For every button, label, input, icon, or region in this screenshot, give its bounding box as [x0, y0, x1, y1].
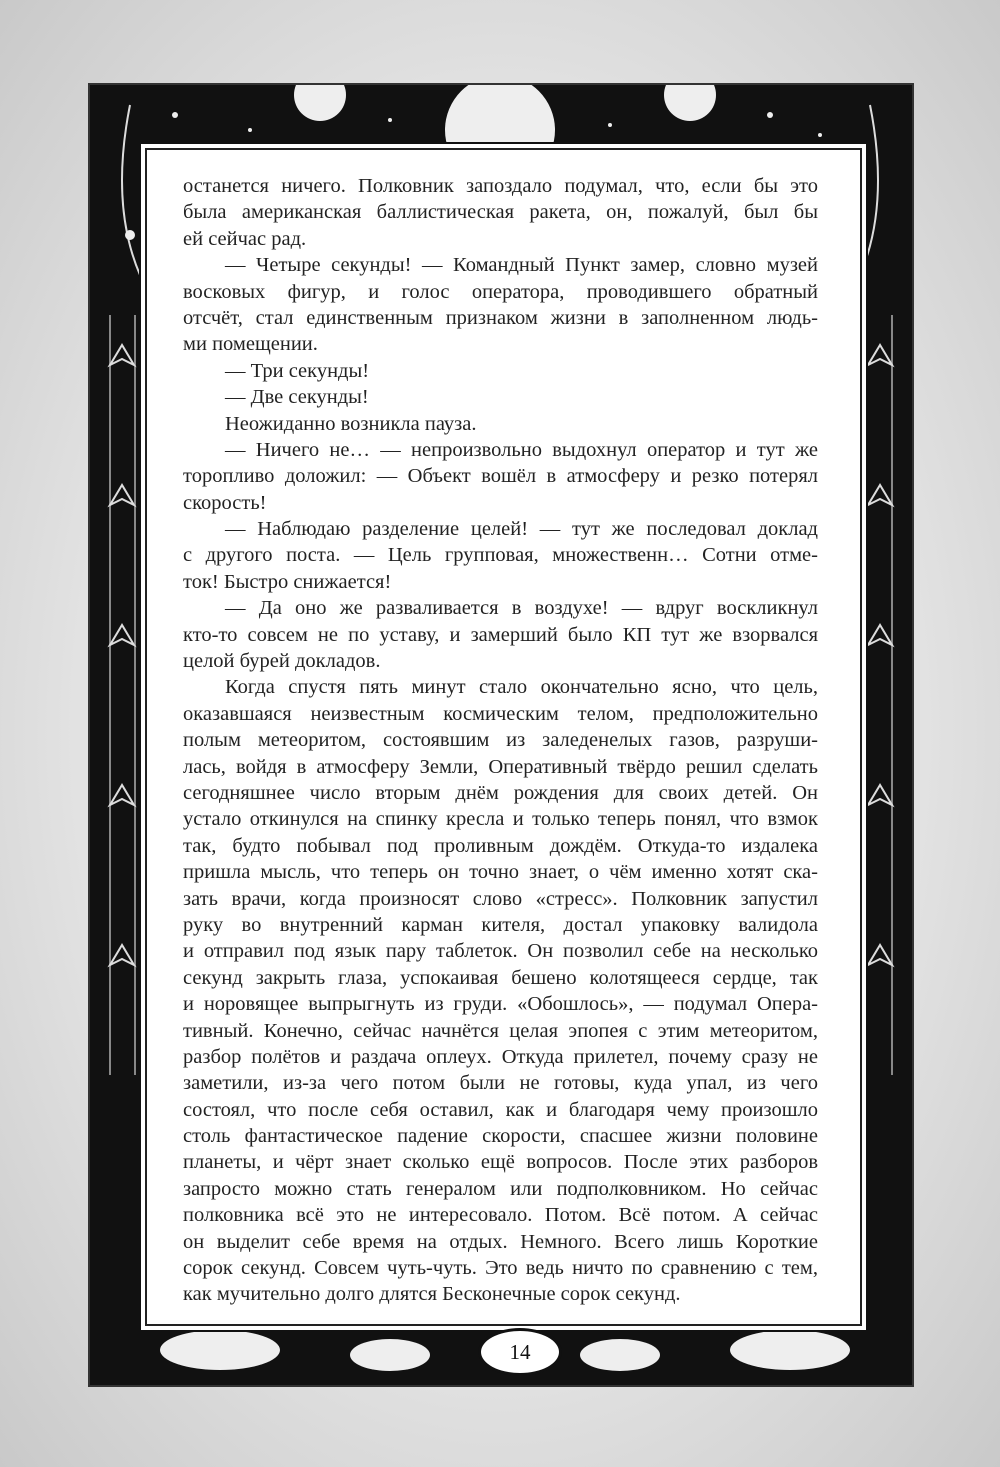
text-line: разбор полётов и раздача оплеух. Откуда прилетел, почему сразу не — [183, 1045, 818, 1068]
text-line: пришла мысль, что теперь он точно знает, о чём именно хотят ска- — [183, 861, 818, 884]
text-line: руку во внутренний карман кителя, достал упаковку валидола — [183, 913, 818, 936]
text-line: оказавшаяся неизвестным космическим телом, предположительно — [183, 702, 818, 725]
text-line: — Наблюдаю разделение целей! — тут же последовал доклад — [225, 518, 818, 541]
text-line: заметили, из-за чего потом были не готовы, куда упал, из чего — [183, 1072, 818, 1095]
paragraph — [183, 411, 818, 437]
paragraph — [183, 516, 818, 595]
text-line: торопливо доложил: — Объект вошёл в атмосферу и резко потерял — [183, 465, 818, 488]
text-line: отсчёт, стал единственным признаком жизни в заполненном людь- — [183, 306, 818, 329]
text-line: сорок секунд. Совсем чуть-чуть. Это ведь ничто по сравнению с тем, — [183, 1257, 818, 1280]
text-line: планеты, и чёрт знает сколько ещё вопросов. После этих разборов — [183, 1151, 818, 1174]
text-line: зать врачи, когда произносят слово «стресс». Полковник запустил — [183, 887, 818, 910]
text-line: целой бурей докладов. — [183, 650, 381, 673]
text-line: и норовящее выпрыгнуть из груди. «Обошлось», — подумал Опера- — [183, 993, 818, 1016]
text-line: — Три секунды! — [225, 359, 370, 382]
text-line: восковых фигур, и голос оператора, проводившего обратный — [183, 280, 818, 303]
body-text — [183, 173, 818, 1308]
text-line: как мучительно долго длятся Бесконечные сорок секунд. — [183, 1283, 681, 1306]
paragraph — [183, 173, 818, 252]
text-line: столь фантастическое падение скорости, спасшее жизни половине — [183, 1125, 818, 1148]
text-line: кто-то совсем не по уставу, и замерший было КП тут же взорвался — [183, 623, 818, 646]
text-line: полковника всё это не интересовало. Потом. Всё потом. А сейчас — [183, 1204, 818, 1227]
text-line: Неожиданно возникла пауза. — [225, 412, 477, 435]
text-line: запросто можно стать генералом или подполковником. Но сейчас — [183, 1177, 818, 1200]
paragraph — [183, 252, 818, 358]
text-line: ток! Быстро снижается! — [183, 570, 392, 593]
text-line: ми помещении. — [183, 333, 318, 356]
page-number: 14 — [478, 1328, 562, 1376]
text-line: была американская баллистическая ракета, он, пожалуй, был бы — [183, 201, 818, 224]
text-line: он выделит себе время на отдых. Немного. Всего лишь Короткие — [183, 1230, 818, 1253]
paragraph — [183, 437, 818, 516]
text-line: скорость! — [183, 491, 267, 514]
paragraph — [183, 384, 818, 410]
text-line: — Четыре секунды! — Командный Пункт замер, словно музей — [225, 254, 818, 277]
text-line: — Ничего не… — непроизвольно выдохнул оператор и тут же — [225, 438, 818, 461]
text-line: лась, войдя в атмосферу Земли, Оперативный твёрдо решил сделать — [183, 755, 818, 778]
text-line: и отправил под язык пару таблеток. Он позволил себе на несколько — [183, 940, 818, 963]
text-line: так, будто побывал под проливным дождём. Откуда-то издалека — [183, 834, 818, 857]
paragraph — [183, 595, 818, 674]
text-line: — Да оно же разваливается в воздухе! — вдруг воскликнул — [225, 597, 818, 620]
text-line: полым метеоритом, состоявшим из заледенелых газов, разруши- — [183, 729, 818, 752]
text-line: ей сейчас рад. — [183, 227, 307, 250]
text-line: Когда спустя пять минут стало окончательно ясно, что цель, — [225, 676, 818, 699]
text-line: тивный. Конечно, сейчас начнётся целая эпопея с этим метеоритом, — [183, 1019, 818, 1042]
text-line: останется ничего. Полковник запоздало подумал, что, если бы это — [183, 175, 818, 197]
text-line: — Две секунды! — [225, 386, 369, 409]
text-line: секунд закрыть глаза, успокаивая бешено колотящееся сердце, так — [183, 966, 818, 989]
text-line: устало откинулся на спинку кресла и только теперь понял, что взмок — [183, 808, 818, 831]
paragraph — [183, 358, 818, 384]
text-line: сегодняшнее число вторым днём рождения для своих детей. Он — [183, 781, 818, 804]
text-line: с другого поста. — Цель групповая, множественн… Сотни отме- — [183, 544, 818, 567]
text-line: состоял, что после себя оставил, как и благодаря чему произошло — [183, 1098, 818, 1121]
paragraph — [183, 674, 818, 1307]
